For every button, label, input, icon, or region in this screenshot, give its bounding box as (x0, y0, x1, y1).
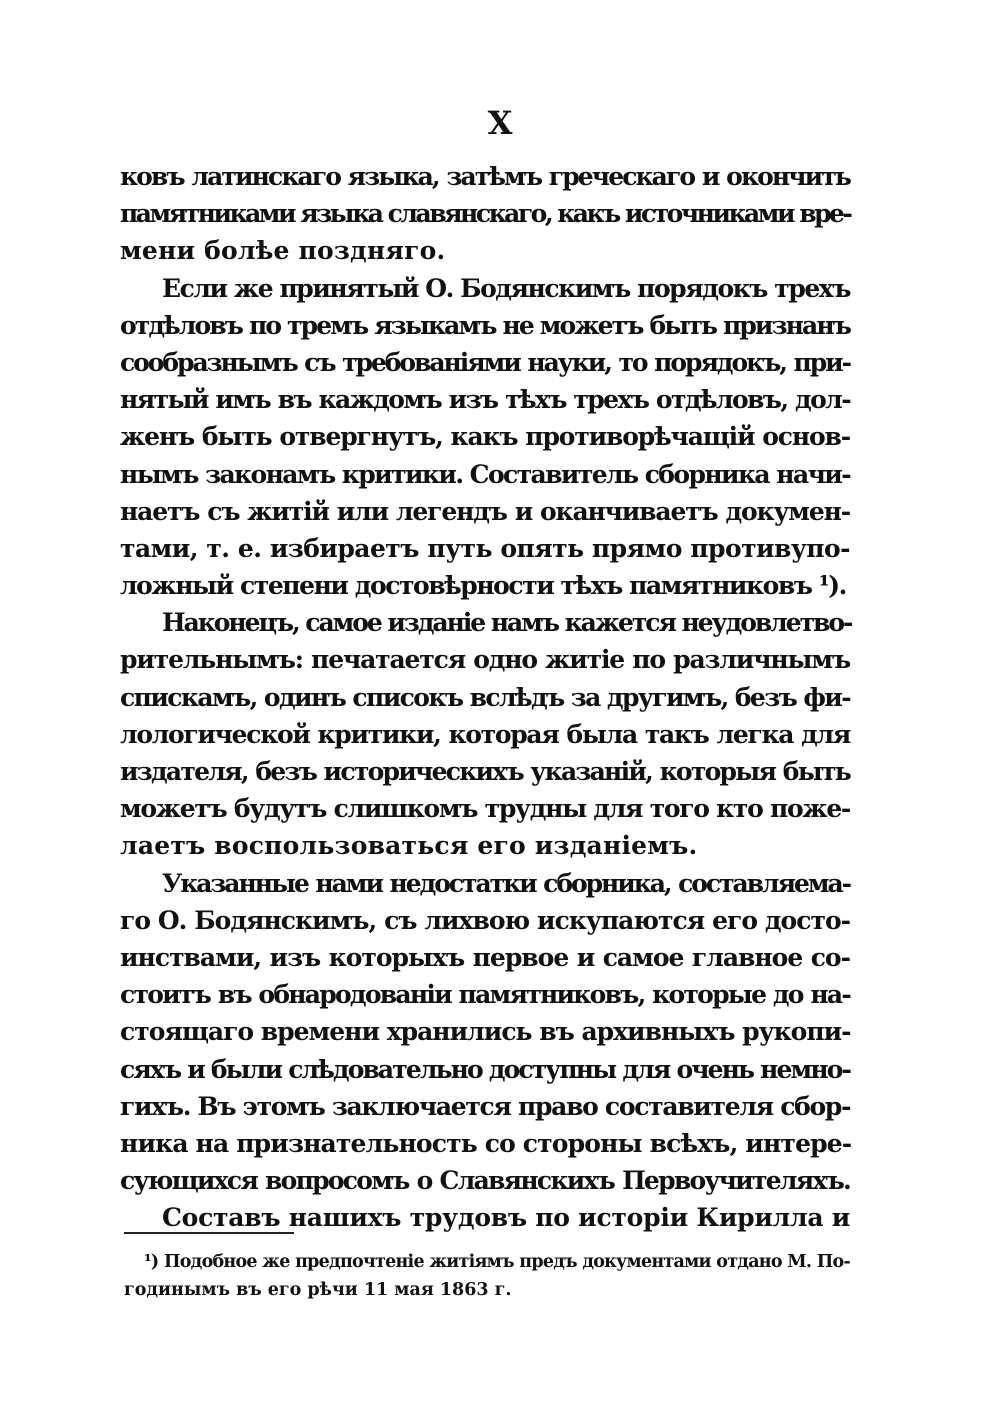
text-line: нымъ законамъ критики. Составитель сборника начи- (120, 459, 850, 489)
text-line: ложный степени достовѣрности тѣхъ памятниковъ ¹). (120, 571, 846, 601)
text-line: лологической критики, которая была такъ легка для (120, 719, 850, 749)
text-line: памятниками языка славянскаго, какъ источниками вре- (120, 199, 851, 229)
text-line: сующихся вопросомъ о Славянскихъ Первоучителяхъ. (120, 1166, 850, 1196)
text-line: издателя, безъ историческихъ указаній, которыя быть (120, 757, 850, 786)
text-line: ника на признательность со стороны всѣхъ, интере- (120, 1128, 852, 1158)
footnote-line: ¹) Подобное же предпочтеніе житіямъ предъ документами отдано М. По- (144, 1252, 850, 1272)
text-line: мени болѣе поздняго. (120, 236, 446, 266)
footnote (124, 1248, 850, 1304)
text-line: инствами, изъ которыхъ первое и самое главное со- (120, 942, 850, 972)
text-line: отдѣловъ по тремъ языкамъ не можетъ быть признанъ (120, 310, 850, 340)
text-line: стоитъ въ обнародованіи памятниковъ, которые до на- (120, 980, 850, 1010)
text-line: ковъ латинскаго языка, затѣмъ греческаго и окончить (120, 162, 850, 191)
text-line: Указанные нами недостатки сборника, составляема- (162, 868, 850, 898)
text-line: можетъ будутъ слишкомъ трудны для того кто поже- (120, 794, 850, 824)
text-line: сяхъ и были слѣдовательно доступны для очень немно- (120, 1054, 850, 1084)
text-line: Составъ нашихъ трудовъ по исторіи Кирилла и (162, 1203, 851, 1233)
text-line: лаетъ воспользоваться его изданіемъ. (120, 831, 698, 861)
text-line: Если же принятый О. Бодянскимъ порядокъ трехъ (162, 273, 850, 303)
text-line: спискамъ, одинъ списокъ вслѣдъ за другимъ, безъ фи- (120, 682, 850, 712)
page-number: X (487, 104, 513, 142)
text-line: женъ быть отвергнутъ, какъ противорѣчащій основ- (120, 422, 850, 452)
footnote-line: годинымъ въ его рѣчи 11 мая 1863 г. (124, 1280, 512, 1300)
text-line: сообразнымъ съ требованіями науки, то порядокъ, при- (120, 347, 850, 377)
text-line: гихъ. Въ этомъ заключается право составителя сбор- (120, 1091, 851, 1121)
text-line: Наконецъ, самое изданіе намъ кажется неудовлетво- (162, 608, 852, 638)
text-line: го О. Бодянскимъ, съ лихвою искупаются его досто- (120, 905, 850, 935)
text-line: стоящаго времени хранились въ архивныхъ рукопи- (120, 1017, 851, 1047)
text-line: нятый имъ въ каждомъ изъ тѣхъ трехъ отдѣловъ, дол- (120, 385, 850, 415)
text-line: тами, т. е. избираетъ путь опять прямо противупо- (120, 533, 850, 563)
text-line: наетъ съ житій или легендъ и оканчиваетъ докумен- (120, 496, 850, 526)
footnote-separator (124, 1232, 294, 1234)
main-text (120, 158, 850, 1236)
text-line: рительнымъ: печатается одно житіе по различнымъ (120, 645, 850, 675)
